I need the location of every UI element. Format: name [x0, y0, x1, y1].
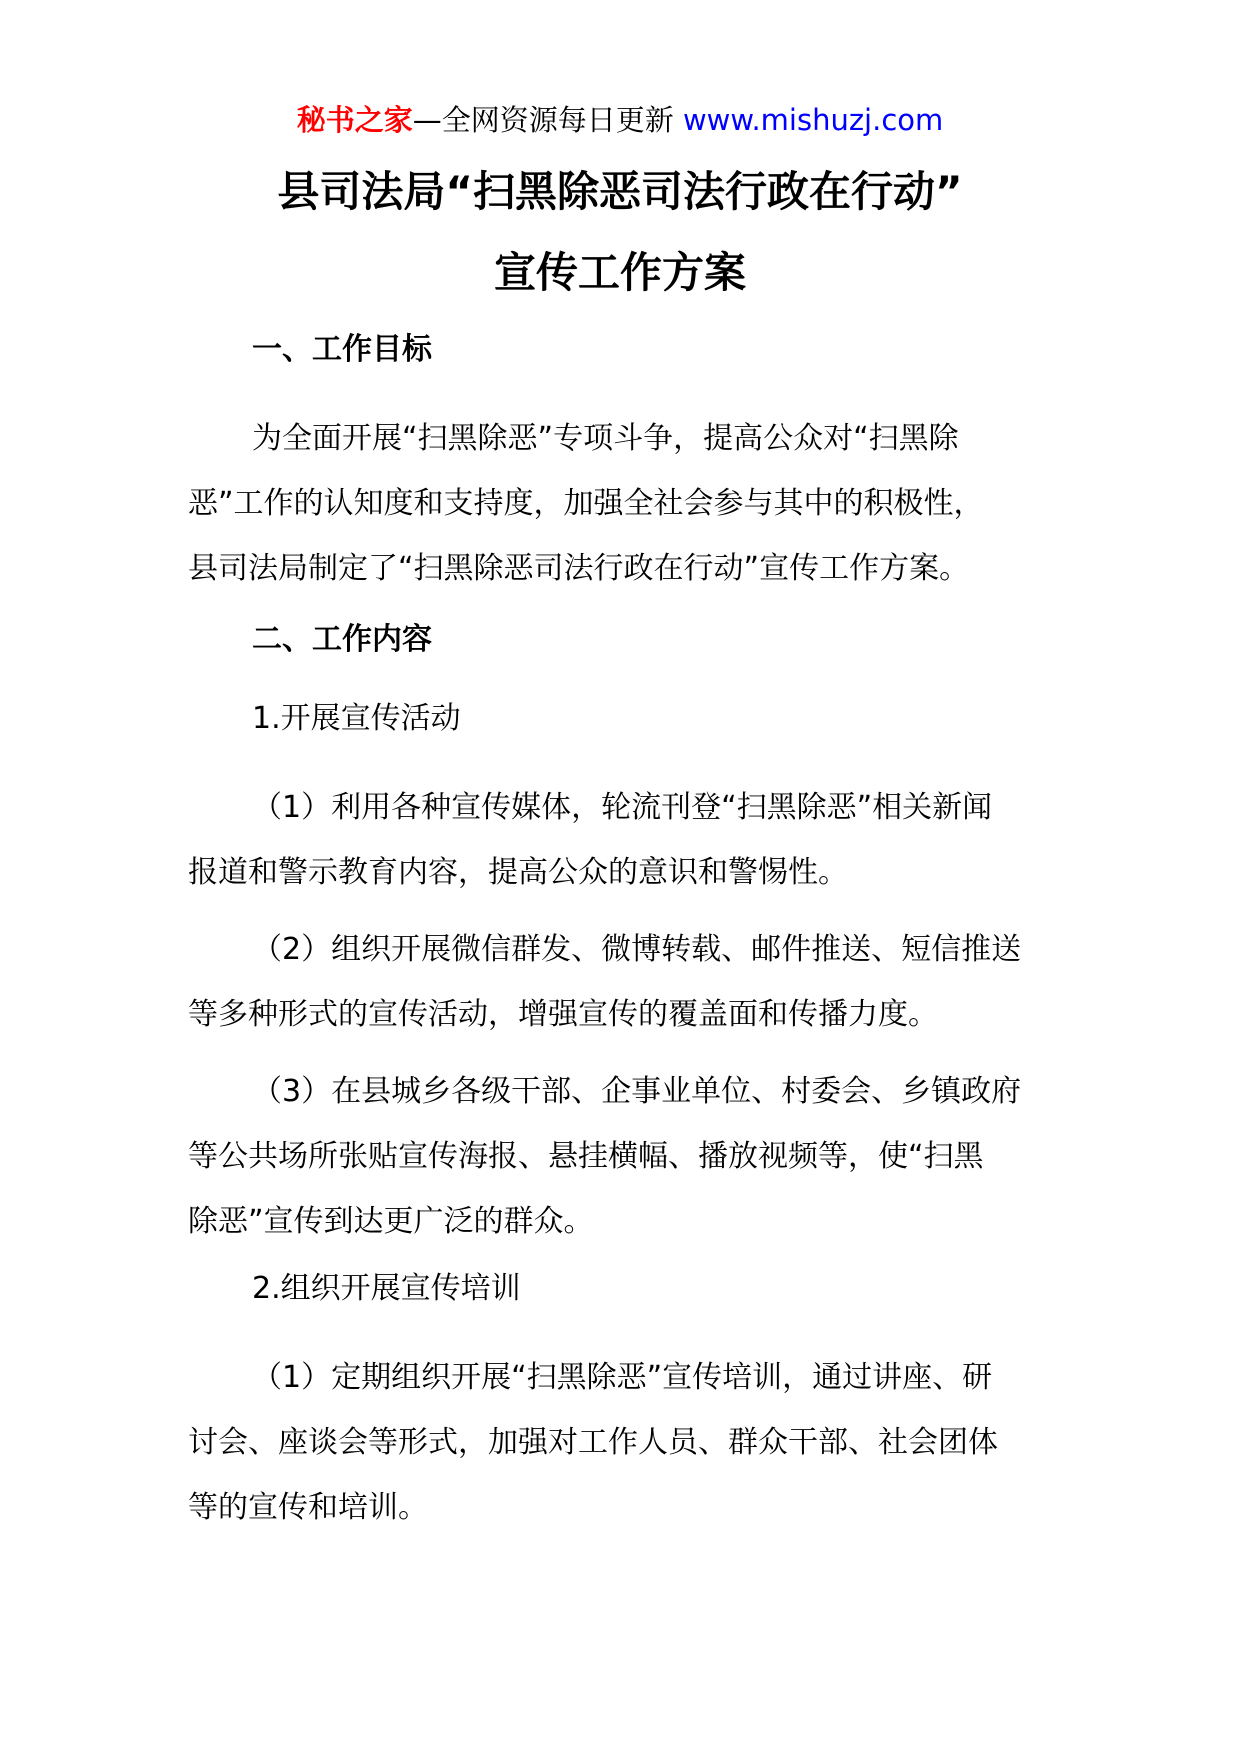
paragraph-line: （1）定期组织开展“扫黑除恶”宣传培训，通过讲座、研	[252, 1360, 993, 1395]
brand-name: 秘书之家	[296, 103, 413, 137]
paragraph-item-1-1	[188, 775, 1058, 905]
subheading-publicity-training: 2.组织开展宣传培训	[252, 1271, 521, 1306]
subheading-publicity-activities: 1.开展宣传活动	[252, 701, 461, 736]
paragraph-item-1-3	[188, 1059, 1058, 1254]
paragraph-line: 恶”工作的认知度和支持度，加强全社会参与其中的积极性，	[188, 486, 984, 521]
paragraph-line: 等的宣传和培训。	[188, 1490, 428, 1525]
site-header	[0, 100, 1240, 140]
header-tagline: —全网资源每日更新	[412, 103, 674, 137]
paragraph-line: 报道和警示教育内容，提高公众的意识和警惕性。	[188, 855, 848, 890]
document-title-line-2: 宣传工作方案	[493, 248, 746, 297]
document-title-line-1: 县司法局“扫黑除恶司法行政在行动”	[277, 167, 963, 216]
paragraph-line: 为全面开展“扫黑除恶”专项斗争，提高公众对“扫黑除	[252, 421, 959, 456]
site-url-link[interactable]: www.mishuzj.com	[682, 103, 944, 137]
paragraph-line: 讨会、座谈会等形式，加强对工作人员、群众干部、社会团体	[188, 1425, 998, 1460]
paragraph-item-2-1	[188, 1345, 1058, 1540]
document-body	[188, 327, 1058, 1552]
section-heading-goals: 一、工作目标	[252, 332, 432, 367]
paragraph-line: 等公共场所张贴宣传海报、悬挂横幅、播放视频等，使“扫黑	[188, 1139, 984, 1174]
paragraph-line: 除恶”宣传到达更广泛的群众。	[188, 1204, 594, 1239]
section-heading-content: 二、工作内容	[252, 622, 432, 657]
paragraph-line: （3）在县城乡各级干部、企事业单位、村委会、乡镇政府	[252, 1074, 1022, 1109]
paragraph-line: 等多种形式的宣传活动，增强宣传的覆盖面和传播力度。	[188, 997, 938, 1032]
paragraph-line: （1）利用各种宣传媒体，轮流刊登“扫黑除恶”相关新闻	[252, 790, 993, 825]
paragraph-goals	[188, 406, 1058, 601]
paragraph-line: 县司法局制定了“扫黑除恶司法行政在行动”宣传工作方案。	[188, 551, 970, 586]
paragraph-line: （2）组织开展微信群发、微博转载、邮件推送、短信推送	[252, 932, 1022, 967]
paragraph-item-1-2	[188, 917, 1058, 1047]
